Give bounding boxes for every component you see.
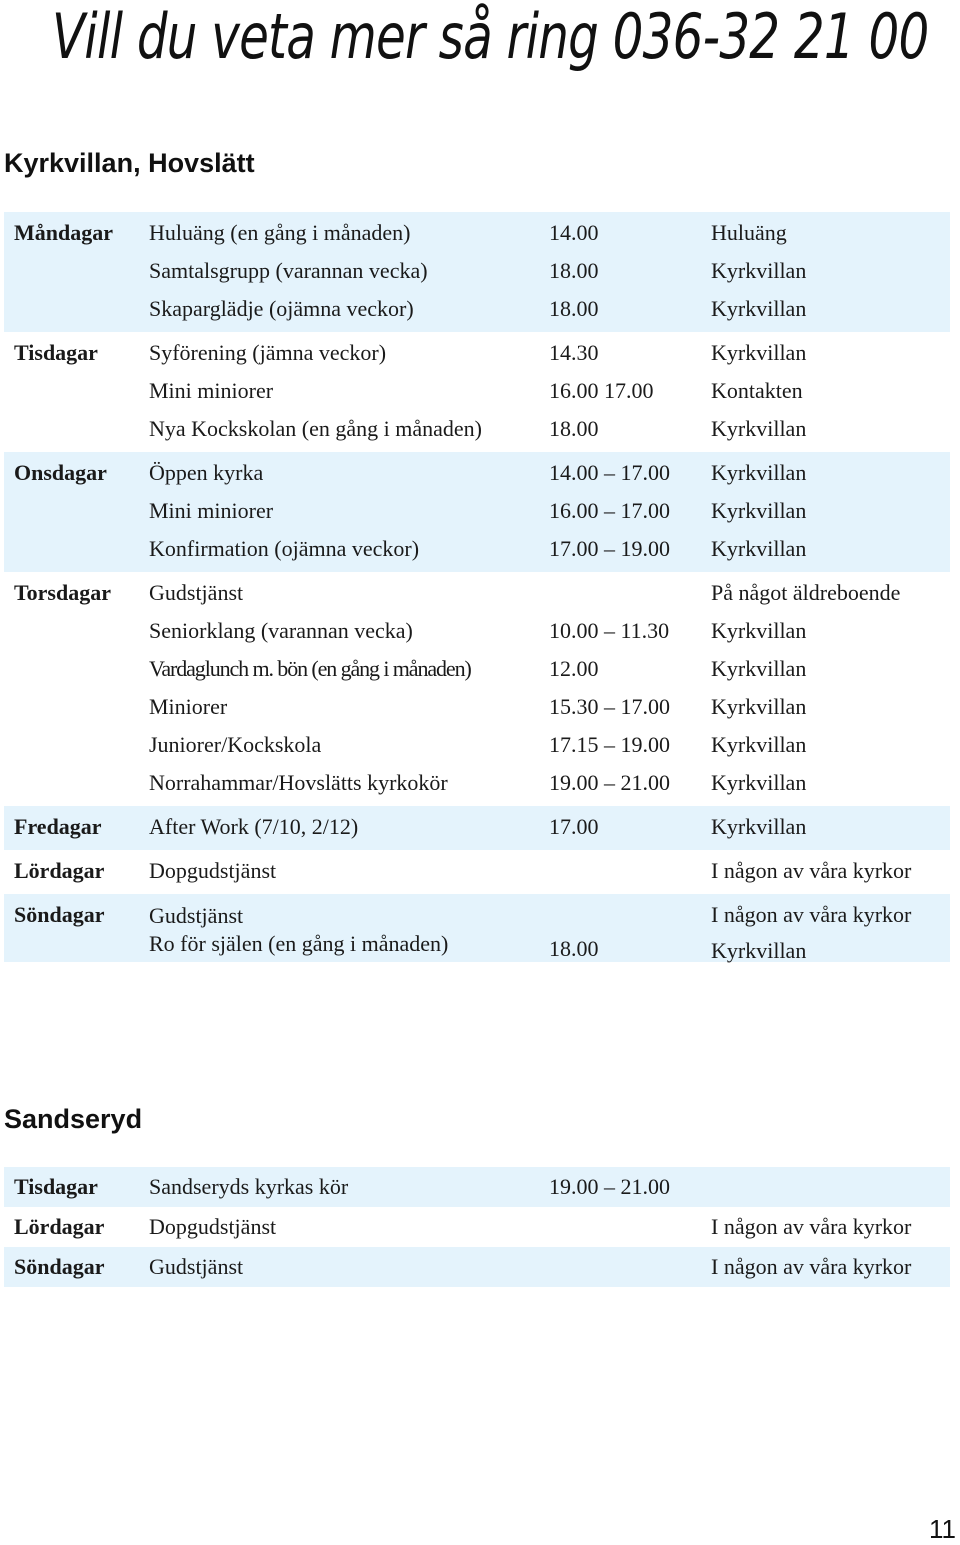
activity: Dopgudstjänst <box>149 1214 277 1239</box>
place: Kyrkvillan <box>711 340 807 365</box>
place: Kontakten <box>711 378 803 403</box>
place: Kyrkvillan <box>711 296 807 321</box>
place: Huluäng <box>711 220 787 245</box>
time: 18.00 <box>549 936 599 961</box>
table-row <box>4 852 950 890</box>
time: 16.00 – 17.00 <box>549 498 670 523</box>
table-row <box>4 530 950 568</box>
time: 17.00 <box>549 814 599 839</box>
schedule-table-sandseryd <box>4 1167 950 1287</box>
day-group-onsdagar <box>4 452 950 572</box>
table-row <box>4 410 950 448</box>
time: 18.00 <box>549 416 599 441</box>
activity: Juniorer/Kockskola <box>149 732 322 757</box>
table-row <box>4 372 950 410</box>
activity: Sandseryds kyrkas kör <box>149 1174 349 1199</box>
day-group-tisdagar <box>4 332 950 452</box>
day-label: Lördagar <box>14 858 105 883</box>
time: 14.00 – 17.00 <box>549 460 670 485</box>
activity: After Work (7/10, 2/12) <box>149 814 359 839</box>
schedule-table-kyrkvillan <box>4 212 950 962</box>
table-row <box>4 1248 950 1286</box>
place-line: Kyrkvillan <box>711 938 807 963</box>
time: 19.00 – 21.00 <box>549 770 670 795</box>
activity-line: Ro för själen (en gång i månaden) <box>149 931 449 956</box>
place: Kyrkvillan <box>711 814 807 839</box>
table-row <box>4 1208 950 1246</box>
table-row <box>4 454 950 492</box>
day-group-sondagar <box>4 894 950 962</box>
table-row <box>4 574 950 612</box>
activity: Skaparglädje (ojämna veckor) <box>149 296 414 321</box>
time: 18.00 <box>549 296 599 321</box>
day-label: Söndagar <box>14 902 105 927</box>
activity: Seniorklang (varannan vecka) <box>149 618 413 643</box>
activity: Gudstjänst <box>149 580 244 605</box>
table-row <box>4 334 950 372</box>
table-row <box>4 896 950 963</box>
place-line: I någon av våra kyrkor <box>711 902 912 927</box>
time: 14.30 <box>549 340 599 365</box>
activity-line: Gudstjänst <box>149 903 244 928</box>
place: I någon av våra kyrkor <box>711 1254 912 1279</box>
activity: Konfirmation (ojämna veckor) <box>149 536 420 561</box>
time: 17.00 – 19.00 <box>549 536 670 561</box>
day-group-mandagar <box>4 212 950 332</box>
day-label: Måndagar <box>14 220 113 245</box>
activity: Samtalsgrupp (varannan vecka) <box>149 258 428 283</box>
day-group-tisdagar <box>4 1167 950 1207</box>
activity: Mini miniorer <box>149 498 274 523</box>
table-row <box>4 1168 950 1206</box>
place: Kyrkvillan <box>711 258 807 283</box>
table-row <box>4 214 950 252</box>
time: 16.00 17.00 <box>549 378 654 403</box>
time: 15.30 – 17.00 <box>549 694 670 719</box>
day-group-fredagar <box>4 806 950 850</box>
activity: Nya Kockskolan (en gång i månaden) <box>149 416 482 441</box>
day-label: Tisdagar <box>14 1174 98 1199</box>
table-row <box>4 290 950 328</box>
place: I någon av våra kyrkor <box>711 1214 912 1239</box>
activity: Dopgudstjänst <box>149 858 277 883</box>
place: Kyrkvillan <box>711 416 807 441</box>
activity: Gudstjänst <box>149 1254 244 1279</box>
activity: Vardaglunch m. bön (en gång i månaden) <box>149 656 471 681</box>
time: 10.00 – 11.30 <box>549 618 670 643</box>
day-label: Söndagar <box>14 1254 105 1279</box>
table-row <box>4 726 950 764</box>
activity: Syförening (jämna veckor) <box>149 340 387 365</box>
table-row <box>4 612 950 650</box>
day-label: Lördagar <box>14 1214 105 1239</box>
place: På något äldreboende <box>711 580 901 605</box>
place: Kyrkvillan <box>711 460 807 485</box>
place: Kyrkvillan <box>711 536 807 561</box>
place: I någon av våra kyrkor <box>711 858 912 883</box>
place: Kyrkvillan <box>711 732 807 757</box>
day-group-torsdagar <box>4 572 950 806</box>
place: Kyrkvillan <box>711 656 807 681</box>
time: 19.00 – 21.00 <box>549 1174 670 1199</box>
place <box>711 896 911 970</box>
activity <box>149 902 448 958</box>
day-group-lordagar <box>4 850 950 894</box>
place: Kyrkvillan <box>711 770 807 795</box>
time: 12.00 <box>549 656 599 681</box>
table-row <box>4 764 950 802</box>
day-label: Torsdagar <box>14 580 111 605</box>
table-row <box>4 808 950 846</box>
section-title-kyrkvillan: Kyrkvillan, Hovslätt <box>4 148 255 178</box>
day-label: Fredagar <box>14 814 102 839</box>
day-label: Onsdagar <box>14 460 107 485</box>
activity: Miniorer <box>149 694 228 719</box>
day-label: Tisdagar <box>14 340 98 365</box>
time: 18.00 <box>549 258 599 283</box>
table-row <box>4 492 950 530</box>
activity: Mini miniorer <box>149 378 274 403</box>
activity: Öppen kyrka <box>149 460 264 485</box>
time: 17.15 – 19.00 <box>549 732 670 757</box>
place: Kyrkvillan <box>711 694 807 719</box>
time: 14.00 <box>549 220 599 245</box>
place: Kyrkvillan <box>711 498 807 523</box>
activity: Norrahammar/Hovslätts kyrkokör <box>149 770 448 795</box>
activity: Huluäng (en gång i månaden) <box>149 220 411 245</box>
section-title-sandseryd: Sandseryd <box>4 1104 143 1134</box>
table-row <box>4 650 950 688</box>
day-group-sondagar <box>4 1247 950 1287</box>
headline: Vill du veta mer så ring 036-32 21 00 <box>52 0 929 73</box>
page-number: 11 <box>929 1514 956 1544</box>
place: Kyrkvillan <box>711 618 807 643</box>
table-row <box>4 688 950 726</box>
day-group-lordagar <box>4 1207 950 1247</box>
table-row <box>4 252 950 290</box>
